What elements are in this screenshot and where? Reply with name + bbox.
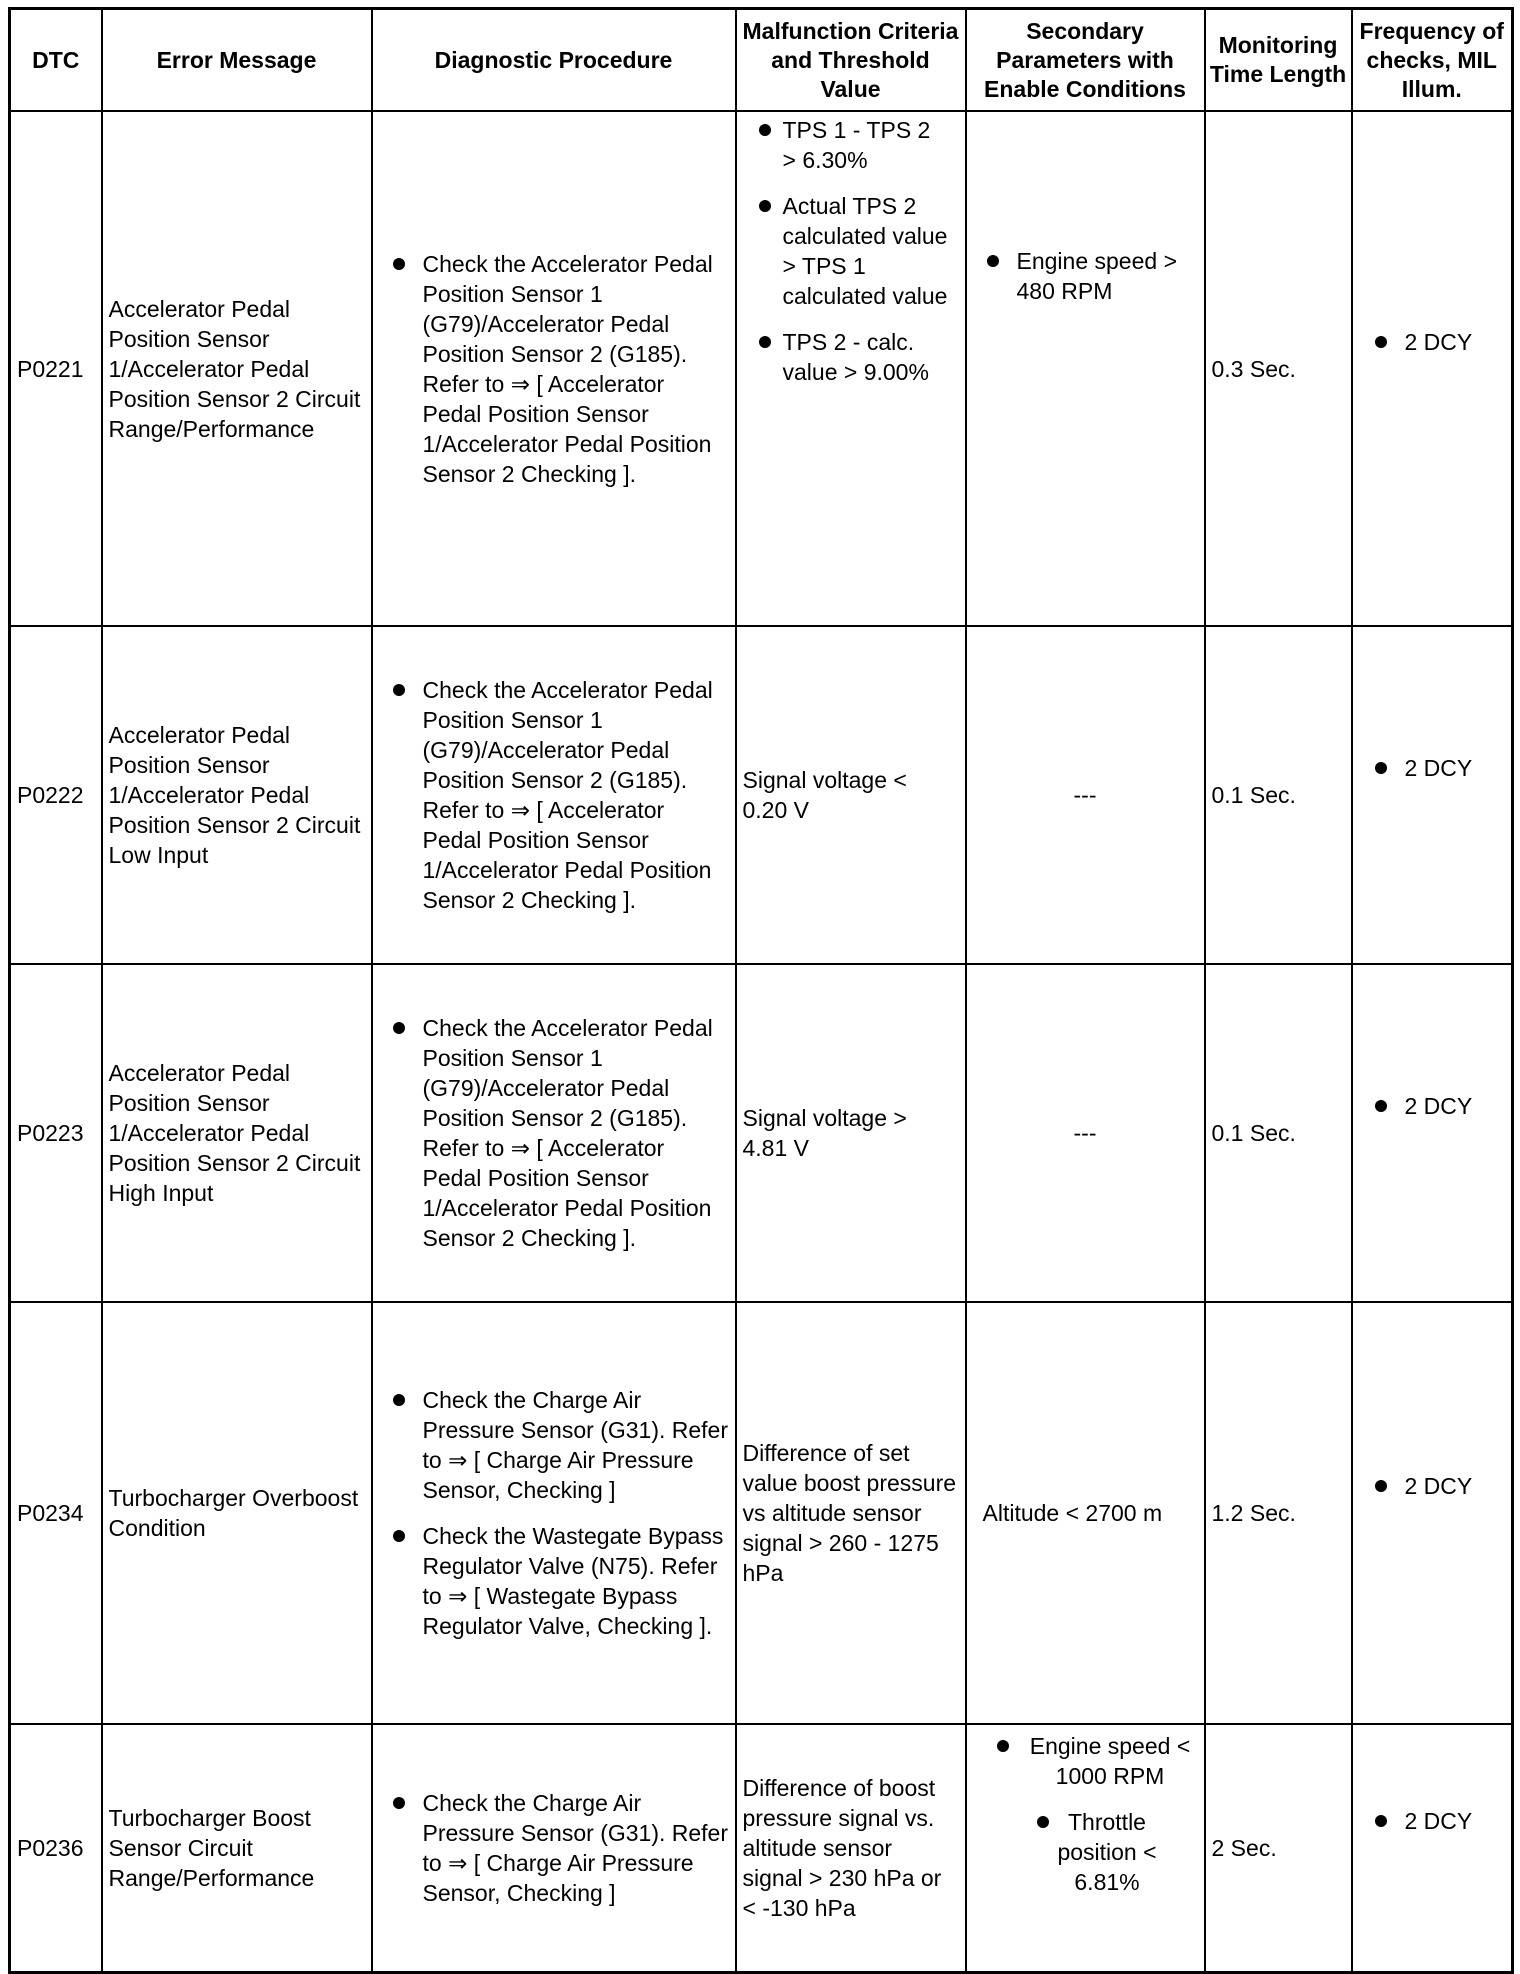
bullet-icon [1375, 336, 1387, 348]
header-secondary-parameters: Secondary Parameters with Enable Conditions [966, 9, 1205, 112]
diagnostic-procedure [372, 964, 736, 1302]
header-frequency: Frequency of checks, MIL Illum. [1352, 9, 1513, 112]
bullet-icon [997, 1740, 1009, 1752]
procedure-step: Check the Accelerator Pedal Position Sensor 1 (G79)/Accelerator Pedal Position Sensor 2 (G185). Refer to ⇒ [ Accelerator Pedal Position Sensor 1/Accelerator Pedal Position Sensor 2 Checking ]. [379, 1013, 729, 1253]
malfunction-criteria: Signal voltage < 0.20 V [736, 626, 966, 964]
frequency-value: 2 DCY [1404, 755, 1473, 781]
error-message: Turbocharger Boost Sensor Circuit Range/Performance [102, 1724, 372, 1973]
malfunction-criteria: Signal voltage > 4.81 V [736, 964, 966, 1302]
monitoring-time: 0.3 Sec. [1205, 111, 1352, 626]
frequency [1352, 111, 1513, 626]
secondary-parameters: --- [966, 964, 1205, 1302]
criteria-item: TPS 1 - TPS 2 > 6.30% [743, 115, 959, 175]
frequency [1352, 1302, 1513, 1724]
diagnostic-procedure [372, 111, 736, 626]
table-header-row [10, 9, 1513, 112]
procedure-step: Check the Accelerator Pedal Position Sensor 1 (G79)/Accelerator Pedal Position Sensor 2 (G185). Refer to ⇒ [ Accelerator Pedal Position Sensor 1/Accelerator Pedal Position Sensor 2 Checking ]. [379, 675, 729, 915]
dtc-code: P0234 [10, 1302, 102, 1724]
secondary-parameters: --- [966, 626, 1205, 964]
procedure-step: Check the Charge Air Pressure Sensor (G31). Refer to ⇒ [ Charge Air Pressure Sensor, Checking ] [379, 1788, 729, 1908]
dtc-code: P0236 [10, 1724, 102, 1973]
header-diagnostic-procedure: Diagnostic Procedure [372, 9, 736, 112]
bullet-icon [1375, 762, 1387, 774]
error-message: Accelerator Pedal Position Sensor 1/Accelerator Pedal Position Sensor 2 Circuit Range/Performance [102, 111, 372, 626]
procedure-step: Check the Charge Air Pressure Sensor (G31). Refer to ⇒ [ Charge Air Pressure Sensor, Checking ] [379, 1385, 729, 1505]
table-row [10, 1724, 1513, 1973]
dtc-code: P0221 [10, 111, 102, 626]
monitoring-time: 2 Sec. [1205, 1724, 1352, 1973]
bullet-icon [1375, 1100, 1387, 1112]
malfunction-criteria: Difference of boost pressure signal vs. altitude sensor signal > 230 hPa or < -130 hPa [736, 1724, 966, 1973]
frequency-value: 2 DCY [1404, 1473, 1473, 1499]
table-row [10, 626, 1513, 964]
frequency-value: 2 DCY [1404, 1093, 1473, 1119]
error-message: Accelerator Pedal Position Sensor 1/Accelerator Pedal Position Sensor 2 Circuit Low Input [102, 626, 372, 964]
frequency [1352, 626, 1513, 964]
table-row [10, 964, 1513, 1302]
monitoring-time: 1.2 Sec. [1205, 1302, 1352, 1724]
secondary-item: Engine speed < 1000 RPM [1029, 1733, 1191, 1789]
bullet-icon [1375, 1815, 1387, 1827]
secondary-item: Throttle position < 6.81% [1057, 1809, 1157, 1895]
diagnostic-procedure [372, 626, 736, 964]
header-malfunction-criteria: Malfunction Criteria and Threshold Value [736, 9, 966, 112]
header-monitoring-time: Monitoring Time Length [1205, 9, 1352, 112]
error-message: Accelerator Pedal Position Sensor 1/Accelerator Pedal Position Sensor 2 Circuit High Input [102, 964, 372, 1302]
header-error-message: Error Message [102, 9, 372, 112]
bullet-icon [1375, 1480, 1387, 1492]
malfunction-criteria [736, 111, 966, 626]
secondary-parameters [966, 111, 1205, 626]
dtc-code: P0223 [10, 964, 102, 1302]
monitoring-time: 0.1 Sec. [1205, 626, 1352, 964]
diagnostic-procedure [372, 1724, 736, 1973]
secondary-parameters: Altitude < 2700 m [966, 1302, 1205, 1724]
dtc-code: P0222 [10, 626, 102, 964]
malfunction-criteria: Difference of set value boost pressure vs altitude sensor signal > 260 - 1275 hPa [736, 1302, 966, 1724]
table-row [10, 1302, 1513, 1724]
dtc-table [8, 7, 1514, 1974]
frequency [1352, 1724, 1513, 1973]
bullet-icon [1037, 1816, 1049, 1828]
document-page [8, 7, 1511, 1974]
header-dtc: DTC [10, 9, 102, 112]
secondary-item: Engine speed > 480 RPM [973, 246, 1198, 306]
secondary-parameters [966, 1724, 1205, 1973]
monitoring-time: 0.1 Sec. [1205, 964, 1352, 1302]
procedure-step: Check the Accelerator Pedal Position Sensor 1 (G79)/Accelerator Pedal Position Sensor 2 (G185). Refer to ⇒ [ Accelerator Pedal Position Sensor 1/Accelerator Pedal Position Sensor 2 Checking ]. [379, 249, 729, 489]
criteria-item: TPS 2 - calc. value > 9.00% [743, 327, 959, 387]
criteria-item: Actual TPS 2 calculated value > TPS 1 calculated value [743, 191, 959, 311]
frequency [1352, 964, 1513, 1302]
frequency-value: 2 DCY [1404, 328, 1473, 355]
table-row [10, 111, 1513, 626]
error-message: Turbocharger Overboost Condition [102, 1302, 372, 1724]
procedure-step: Check the Wastegate Bypass Regulator Valve (N75). Refer to ⇒ [ Wastegate Bypass Regulator Valve, Checking ]. [379, 1521, 729, 1641]
frequency-value: 2 DCY [1404, 1808, 1473, 1834]
diagnostic-procedure [372, 1302, 736, 1724]
